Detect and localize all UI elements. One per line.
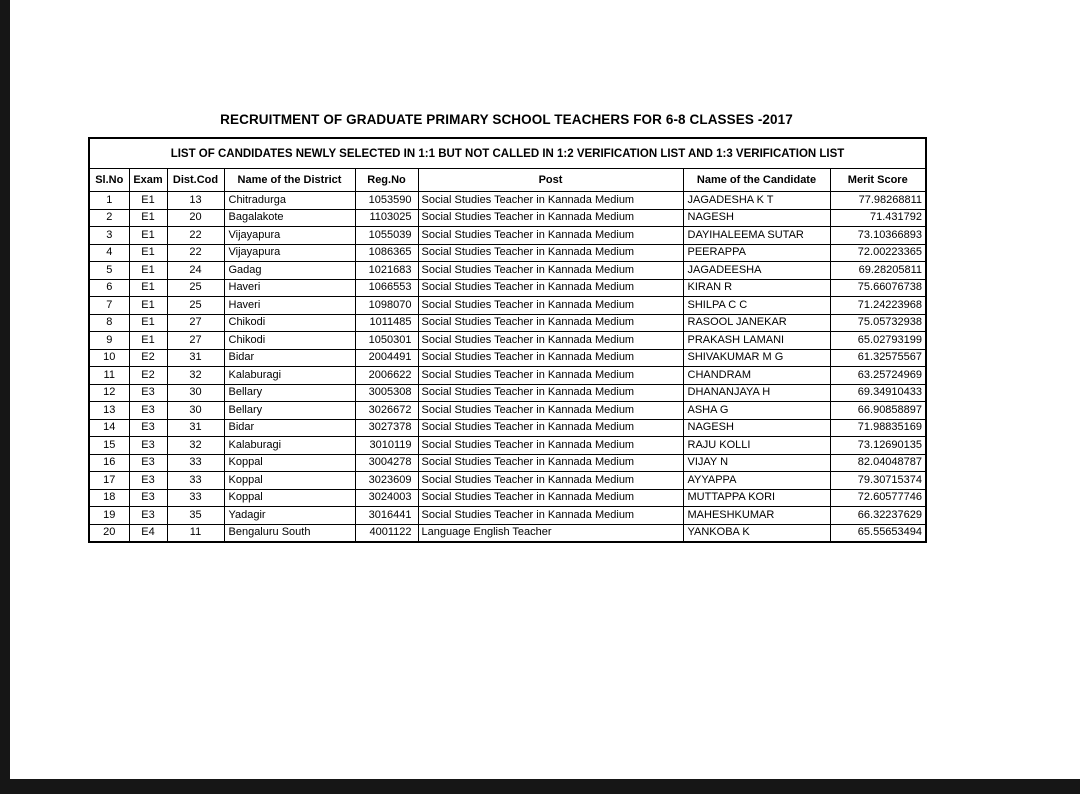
cell-sl-no: 10 bbox=[89, 349, 129, 367]
table-row bbox=[89, 524, 926, 542]
cell-district: Bagalakote bbox=[224, 209, 355, 227]
cell-reg-no: 1103025 bbox=[355, 209, 418, 227]
cell-sl-no: 9 bbox=[89, 332, 129, 350]
cell-merit-score: 82.04048787 bbox=[830, 454, 926, 472]
cell-district: Kalaburagi bbox=[224, 367, 355, 385]
cell-post: Social Studies Teacher in Kannada Medium bbox=[418, 489, 683, 507]
cell-dist-cod: 33 bbox=[167, 472, 224, 490]
cell-post: Social Studies Teacher in Kannada Medium bbox=[418, 384, 683, 402]
cell-reg-no: 2004491 bbox=[355, 349, 418, 367]
cell-sl-no: 5 bbox=[89, 262, 129, 280]
table-row bbox=[89, 454, 926, 472]
cell-dist-cod: 35 bbox=[167, 507, 224, 525]
candidates-table-body bbox=[89, 192, 926, 543]
table-row bbox=[89, 489, 926, 507]
cell-merit-score: 65.55653494 bbox=[830, 524, 926, 542]
cell-post: Social Studies Teacher in Kannada Medium bbox=[418, 472, 683, 490]
cell-exam: E2 bbox=[129, 349, 167, 367]
cell-district: Gadag bbox=[224, 262, 355, 280]
cell-dist-cod: 20 bbox=[167, 209, 224, 227]
document-content bbox=[88, 112, 925, 543]
cell-post: Social Studies Teacher in Kannada Medium bbox=[418, 314, 683, 332]
cell-dist-cod: 30 bbox=[167, 402, 224, 420]
cell-district: Chikodi bbox=[224, 332, 355, 350]
cell-district: Haveri bbox=[224, 279, 355, 297]
cell-exam: E3 bbox=[129, 402, 167, 420]
cell-candidate: AYYAPPA bbox=[683, 472, 830, 490]
scan-border-bottom bbox=[0, 779, 1080, 794]
table-row bbox=[89, 332, 926, 350]
table-row bbox=[89, 209, 926, 227]
cell-candidate: RASOOL JANEKAR bbox=[683, 314, 830, 332]
cell-post: Social Studies Teacher in Kannada Medium bbox=[418, 454, 683, 472]
cell-reg-no: 1098070 bbox=[355, 297, 418, 315]
cell-district: Bellary bbox=[224, 402, 355, 420]
column-header-sl-no: Sl.No bbox=[89, 169, 129, 192]
cell-candidate: KIRAN R bbox=[683, 279, 830, 297]
cell-district: Chikodi bbox=[224, 314, 355, 332]
cell-reg-no: 3026672 bbox=[355, 402, 418, 420]
cell-dist-cod: 25 bbox=[167, 279, 224, 297]
cell-post: Social Studies Teacher in Kannada Medium bbox=[418, 209, 683, 227]
table-row bbox=[89, 314, 926, 332]
cell-sl-no: 1 bbox=[89, 192, 129, 210]
cell-dist-cod: 27 bbox=[167, 314, 224, 332]
cell-post: Social Studies Teacher in Kannada Medium bbox=[418, 437, 683, 455]
cell-post: Social Studies Teacher in Kannada Medium bbox=[418, 367, 683, 385]
cell-reg-no: 3016441 bbox=[355, 507, 418, 525]
cell-dist-cod: 24 bbox=[167, 262, 224, 280]
cell-dist-cod: 31 bbox=[167, 419, 224, 437]
cell-district: Bengaluru South bbox=[224, 524, 355, 542]
cell-exam: E1 bbox=[129, 262, 167, 280]
cell-reg-no: 1053590 bbox=[355, 192, 418, 210]
cell-merit-score: 72.00223365 bbox=[830, 244, 926, 262]
cell-candidate: ASHA G bbox=[683, 402, 830, 420]
cell-post: Social Studies Teacher in Kannada Medium bbox=[418, 402, 683, 420]
cell-exam: E3 bbox=[129, 437, 167, 455]
cell-reg-no: 4001122 bbox=[355, 524, 418, 542]
cell-merit-score: 75.05732938 bbox=[830, 314, 926, 332]
cell-candidate: PRAKASH LAMANI bbox=[683, 332, 830, 350]
cell-candidate: MUTTAPPA KORI bbox=[683, 489, 830, 507]
cell-exam: E1 bbox=[129, 279, 167, 297]
cell-merit-score: 69.28205811 bbox=[830, 262, 926, 280]
cell-candidate: YANKOBA K bbox=[683, 524, 830, 542]
cell-sl-no: 4 bbox=[89, 244, 129, 262]
table-row bbox=[89, 262, 926, 280]
cell-post: Social Studies Teacher in Kannada Medium bbox=[418, 227, 683, 245]
cell-sl-no: 19 bbox=[89, 507, 129, 525]
cell-dist-cod: 27 bbox=[167, 332, 224, 350]
cell-post: Social Studies Teacher in Kannada Medium bbox=[418, 279, 683, 297]
cell-district: Kalaburagi bbox=[224, 437, 355, 455]
cell-sl-no: 2 bbox=[89, 209, 129, 227]
cell-post: Social Studies Teacher in Kannada Medium bbox=[418, 297, 683, 315]
cell-post: Social Studies Teacher in Kannada Medium bbox=[418, 192, 683, 210]
cell-reg-no: 3010119 bbox=[355, 437, 418, 455]
table-caption: LIST OF CANDIDATES NEWLY SELECTED IN 1:1 BUT NOT CALLED IN 1:2 VERIFICATION LIST AND 1:3 VERIFICATION LIST bbox=[89, 138, 926, 169]
cell-district: Koppal bbox=[224, 489, 355, 507]
cell-dist-cod: 22 bbox=[167, 244, 224, 262]
cell-reg-no: 1066553 bbox=[355, 279, 418, 297]
cell-post: Social Studies Teacher in Kannada Medium bbox=[418, 262, 683, 280]
cell-district: Bidar bbox=[224, 419, 355, 437]
cell-candidate: NAGESH bbox=[683, 419, 830, 437]
cell-merit-score: 66.32237629 bbox=[830, 507, 926, 525]
cell-exam: E3 bbox=[129, 419, 167, 437]
cell-district: Yadagir bbox=[224, 507, 355, 525]
cell-sl-no: 12 bbox=[89, 384, 129, 402]
cell-post: Social Studies Teacher in Kannada Medium bbox=[418, 244, 683, 262]
cell-candidate: SHIVAKUMAR M G bbox=[683, 349, 830, 367]
table-row bbox=[89, 297, 926, 315]
cell-district: Bellary bbox=[224, 384, 355, 402]
cell-candidate: SHILPA C C bbox=[683, 297, 830, 315]
cell-merit-score: 72.60577746 bbox=[830, 489, 926, 507]
cell-sl-no: 16 bbox=[89, 454, 129, 472]
cell-exam: E3 bbox=[129, 384, 167, 402]
cell-dist-cod: 13 bbox=[167, 192, 224, 210]
cell-merit-score: 61.32575567 bbox=[830, 349, 926, 367]
cell-merit-score: 63.25724969 bbox=[830, 367, 926, 385]
cell-dist-cod: 31 bbox=[167, 349, 224, 367]
cell-reg-no: 1050301 bbox=[355, 332, 418, 350]
cell-merit-score: 75.66076738 bbox=[830, 279, 926, 297]
cell-sl-no: 7 bbox=[89, 297, 129, 315]
column-header-reg-no: Reg.No bbox=[355, 169, 418, 192]
cell-exam: E3 bbox=[129, 507, 167, 525]
scan-border-left bbox=[0, 0, 10, 794]
cell-dist-cod: 30 bbox=[167, 384, 224, 402]
cell-sl-no: 17 bbox=[89, 472, 129, 490]
cell-candidate: VIJAY N bbox=[683, 454, 830, 472]
cell-sl-no: 3 bbox=[89, 227, 129, 245]
cell-district: Koppal bbox=[224, 454, 355, 472]
cell-candidate: RAJU KOLLI bbox=[683, 437, 830, 455]
cell-merit-score: 71.98835169 bbox=[830, 419, 926, 437]
cell-dist-cod: 22 bbox=[167, 227, 224, 245]
cell-merit-score: 65.02793199 bbox=[830, 332, 926, 350]
cell-post: Social Studies Teacher in Kannada Medium bbox=[418, 419, 683, 437]
cell-candidate: NAGESH bbox=[683, 209, 830, 227]
cell-dist-cod: 11 bbox=[167, 524, 224, 542]
cell-sl-no: 6 bbox=[89, 279, 129, 297]
cell-reg-no: 1021683 bbox=[355, 262, 418, 280]
cell-candidate: DAYIHALEEMA SUTAR bbox=[683, 227, 830, 245]
cell-exam: E3 bbox=[129, 454, 167, 472]
column-header-row bbox=[89, 169, 926, 192]
column-header-district: Name of the District bbox=[224, 169, 355, 192]
cell-merit-score: 73.12690135 bbox=[830, 437, 926, 455]
column-header-exam: Exam bbox=[129, 169, 167, 192]
cell-sl-no: 13 bbox=[89, 402, 129, 420]
cell-exam: E1 bbox=[129, 297, 167, 315]
table-header bbox=[89, 138, 926, 192]
cell-candidate: DHANANJAYA H bbox=[683, 384, 830, 402]
cell-candidate: PEERAPPA bbox=[683, 244, 830, 262]
table-row bbox=[89, 384, 926, 402]
cell-candidate: JAGADESHA K T bbox=[683, 192, 830, 210]
cell-sl-no: 14 bbox=[89, 419, 129, 437]
cell-post: Language English Teacher bbox=[418, 524, 683, 542]
candidates-table bbox=[88, 137, 927, 543]
cell-sl-no: 20 bbox=[89, 524, 129, 542]
cell-dist-cod: 33 bbox=[167, 489, 224, 507]
cell-merit-score: 66.90858897 bbox=[830, 402, 926, 420]
cell-reg-no: 1055039 bbox=[355, 227, 418, 245]
cell-merit-score: 73.10366893 bbox=[830, 227, 926, 245]
cell-district: Chitradurga bbox=[224, 192, 355, 210]
cell-exam: E3 bbox=[129, 472, 167, 490]
cell-merit-score: 71.24223968 bbox=[830, 297, 926, 315]
cell-exam: E1 bbox=[129, 244, 167, 262]
cell-sl-no: 18 bbox=[89, 489, 129, 507]
cell-reg-no: 1011485 bbox=[355, 314, 418, 332]
cell-merit-score: 79.30715374 bbox=[830, 472, 926, 490]
table-row bbox=[89, 192, 926, 210]
table-row bbox=[89, 437, 926, 455]
cell-exam: E1 bbox=[129, 332, 167, 350]
cell-sl-no: 15 bbox=[89, 437, 129, 455]
table-row bbox=[89, 244, 926, 262]
cell-dist-cod: 25 bbox=[167, 297, 224, 315]
table-row bbox=[89, 472, 926, 490]
cell-candidate: MAHESHKUMAR bbox=[683, 507, 830, 525]
table-row bbox=[89, 367, 926, 385]
cell-merit-score: 77.98268811 bbox=[830, 192, 926, 210]
cell-post: Social Studies Teacher in Kannada Medium bbox=[418, 507, 683, 525]
cell-exam: E3 bbox=[129, 489, 167, 507]
cell-dist-cod: 33 bbox=[167, 454, 224, 472]
cell-exam: E1 bbox=[129, 192, 167, 210]
cell-post: Social Studies Teacher in Kannada Medium bbox=[418, 332, 683, 350]
cell-reg-no: 3027378 bbox=[355, 419, 418, 437]
column-header-candidate: Name of the Candidate bbox=[683, 169, 830, 192]
cell-dist-cod: 32 bbox=[167, 437, 224, 455]
table-row bbox=[89, 279, 926, 297]
cell-reg-no: 2006622 bbox=[355, 367, 418, 385]
cell-sl-no: 8 bbox=[89, 314, 129, 332]
column-header-post: Post bbox=[418, 169, 683, 192]
cell-district: Bidar bbox=[224, 349, 355, 367]
table-caption-row bbox=[89, 138, 926, 169]
cell-candidate: JAGADEESHA bbox=[683, 262, 830, 280]
page-title: RECRUITMENT OF GRADUATE PRIMARY SCHOOL TEACHERS FOR 6-8 CLASSES -2017 bbox=[220, 112, 793, 127]
column-header-dist-cod: Dist.Cod bbox=[167, 169, 224, 192]
cell-exam: E2 bbox=[129, 367, 167, 385]
cell-district: Koppal bbox=[224, 472, 355, 490]
cell-dist-cod: 32 bbox=[167, 367, 224, 385]
cell-reg-no: 3004278 bbox=[355, 454, 418, 472]
cell-reg-no: 3023609 bbox=[355, 472, 418, 490]
cell-reg-no: 1086365 bbox=[355, 244, 418, 262]
cell-exam: E1 bbox=[129, 227, 167, 245]
table-row bbox=[89, 419, 926, 437]
cell-district: Vijayapura bbox=[224, 244, 355, 262]
cell-exam: E1 bbox=[129, 314, 167, 332]
cell-reg-no: 3024003 bbox=[355, 489, 418, 507]
cell-district: Vijayapura bbox=[224, 227, 355, 245]
cell-district: Haveri bbox=[224, 297, 355, 315]
cell-reg-no: 3005308 bbox=[355, 384, 418, 402]
cell-post: Social Studies Teacher in Kannada Medium bbox=[418, 349, 683, 367]
cell-candidate: CHANDRAM bbox=[683, 367, 830, 385]
cell-sl-no: 11 bbox=[89, 367, 129, 385]
table-row bbox=[89, 227, 926, 245]
cell-merit-score: 69.34910433 bbox=[830, 384, 926, 402]
table-row bbox=[89, 507, 926, 525]
cell-exam: E1 bbox=[129, 209, 167, 227]
table-row bbox=[89, 349, 926, 367]
column-header-merit-score: Merit Score bbox=[830, 169, 926, 192]
table-row bbox=[89, 402, 926, 420]
cell-exam: E4 bbox=[129, 524, 167, 542]
cell-merit-score: 71.431792 bbox=[830, 209, 926, 227]
